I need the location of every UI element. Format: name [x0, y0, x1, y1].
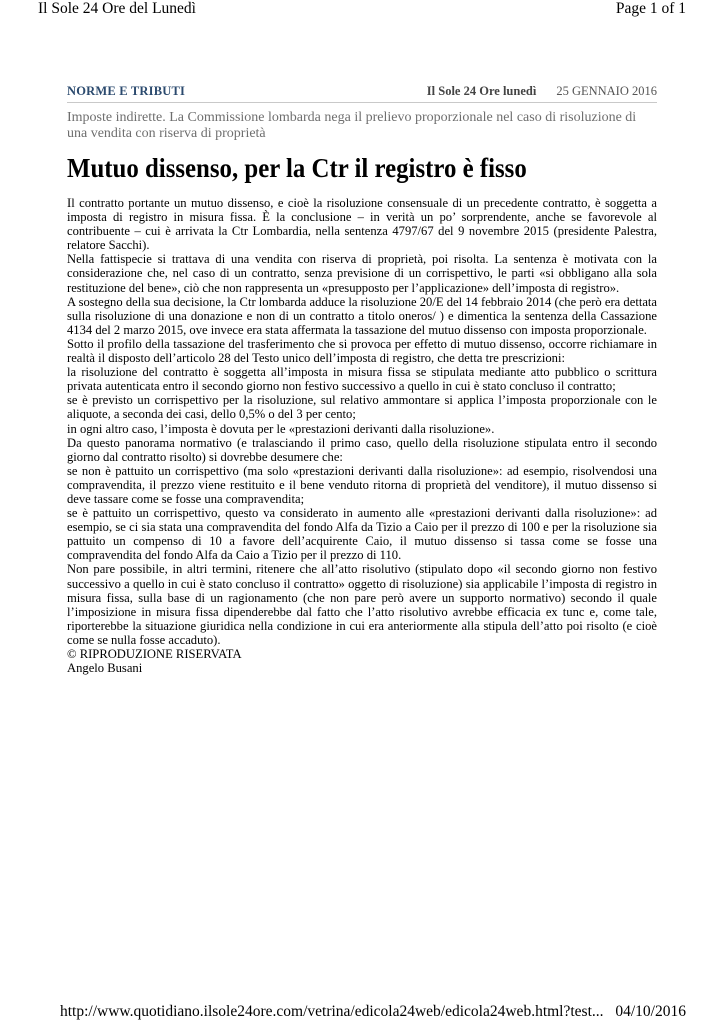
publication-date: 25 GENNAIO 2016	[556, 84, 657, 98]
article-paragraph: A sostegno della sua decisione, la Ctr lombarda adduce la risoluzione 20/E del 14 febbraio 2014 (che però era dettata sulla risoluzione di una donazione e non di un contratto a titolo oneros/ ) e dimentica la sentenza della Cassazione 4134 del 2 marzo 2015, ove invece era stata affermata la tassazione del mutuo dissenso con imposta proporzionale.	[67, 294, 657, 337]
print-footer-url: http://www.quotidiano.ilsole24ore.com/vetrina/edicola24web/edicola24web.html?test...	[60, 1003, 604, 1020]
article-title: Mutuo dissenso, per la Ctr il registro è fisso	[67, 153, 527, 183]
article-subtitle: Imposte indirette. La Commissione lombarda nega il prelievo proporzionale nel caso di risoluzione di una vendita con riserva di proprietà	[67, 110, 637, 141]
section-bar	[67, 84, 657, 103]
article-paragraph: in ogni altro caso, l’imposta è dovuta per le «prestazioni derivanti dalla risoluzione».	[67, 421, 495, 436]
print-header-source: Il Sole 24 Ore del Lunedì	[38, 0, 196, 17]
print-footer	[60, 1003, 686, 1021]
article-paragraph: Nella fattispecie si trattava di una vendita con riserva di proprietà, poi risolta. La sentenza è motivata con la considerazione che, nel caso di un contratto, senza previsione di un corrispettivo, le parti «si obbligano alla sola restituzione del bene», ciò che non rappresenta un «presupposto per l’applicazione» dell’imposta di registro».	[67, 252, 657, 295]
print-footer-date: 04/10/2016	[615, 1003, 686, 1020]
article-author: Angelo Busani	[67, 661, 143, 676]
newspaper-name: Il Sole 24 Ore lunedì	[426, 84, 537, 98]
article-paragraph: Il contratto portante un mutuo dissenso, e cioè la risoluzione consensuale di un precedente contratto, è soggetta a imposta di registro in misura fissa. È la conclusione – in verità un po’ sorprendente, anche se favorevole al contribuente – cui è arrivata la Ctr Lombardia, nella sentenza 4797/67 del 9 novembre 2015 (presidente Palestra, relatore Sacchi).	[67, 196, 657, 253]
section-meta	[427, 84, 657, 98]
article-paragraph: se è pattuito un corrispettivo, questo va considerato in aumento alle «prestazioni derivanti dalla risoluzione»: ad esempio, se ci sia stata una compravendita del fondo Alfa da Tizio a Caio per il prezzo di 100 e per la risoluzione sia pattuito un compenso di 10 a favore dell’acquirente Caio, il mutuo dissenso si tassa come se fosse una compravendita del fondo Alfa da Caio a Tizio per il prezzo di 110.	[67, 506, 657, 563]
print-header-page-number: Page 1 of 1	[615, 0, 686, 17]
print-header	[38, 0, 686, 18]
article-paragraph: Da questo panorama normativo (e tralasciando il primo caso, quello della risoluzione stipulata entro il secondo giorno dal contratto risolto) si dovrebbe desumere che:	[67, 435, 657, 464]
article-body	[67, 196, 657, 675]
article-paragraph: se è previsto un corrispettivo per la risoluzione, sul relativo ammontare si applica l’imposta proporzionale con le aliquote, a seconda dei casi, dello 0,5% o del 3 per cento;	[67, 393, 657, 422]
article-paragraph: la risoluzione del contratto è soggetta all’imposta in misura fissa se stipulata mediante atto pubblico o scrittura privata autenticata entro il secondo giorno non festivo successivo a quello in cui è stato concluso il contratto;	[67, 365, 657, 394]
section-name: NORME E TRIBUTI	[67, 84, 186, 98]
article-paragraph: Non pare possibile, in altri termini, ritenere che all’atto risolutivo (stipulato dopo «il secondo giorno non festivo successivo a quello in cui è stato concluso il contratto» oggetto di risoluzione) sia applicabile l’imposta di registro in misura fissa, sulla base di un ragionamento (che non pare però avere un supporto normativo) secondo il quale l’imposizione in misura fissa dipenderebbe dal fatto che l’atto risolutivo avrebbe efficacia ex tunc e, come tale, riporterebbe la situazione giuridica nella condizione in cui era anteriormente alla stipula dell’atto poi risolto (e cioè come se nulla fosse accaduto).	[67, 562, 657, 647]
article-paragraph: se non è pattuito un corrispettivo (ma solo «prestazioni derivanti dalla risoluzione»: ad esempio, risolvendosi una compravendita, il prezzo viene restituito e il bene venduto ritorna di proprietà del venditore), il mutuo dissenso si deve tassare come se fosse una compravendita;	[67, 463, 657, 506]
article-paragraph: Sotto il profilo della tassazione del trasferimento che si provoca per effetto di mutuo dissenso, occorre richiamare in realtà il disposto dell’articolo 28 del Testo unico dell’imposta di registro, che detta tre prescrizioni:	[67, 336, 657, 366]
copyright-notice: © RIPRODUZIONE RISERVATA	[67, 647, 242, 661]
